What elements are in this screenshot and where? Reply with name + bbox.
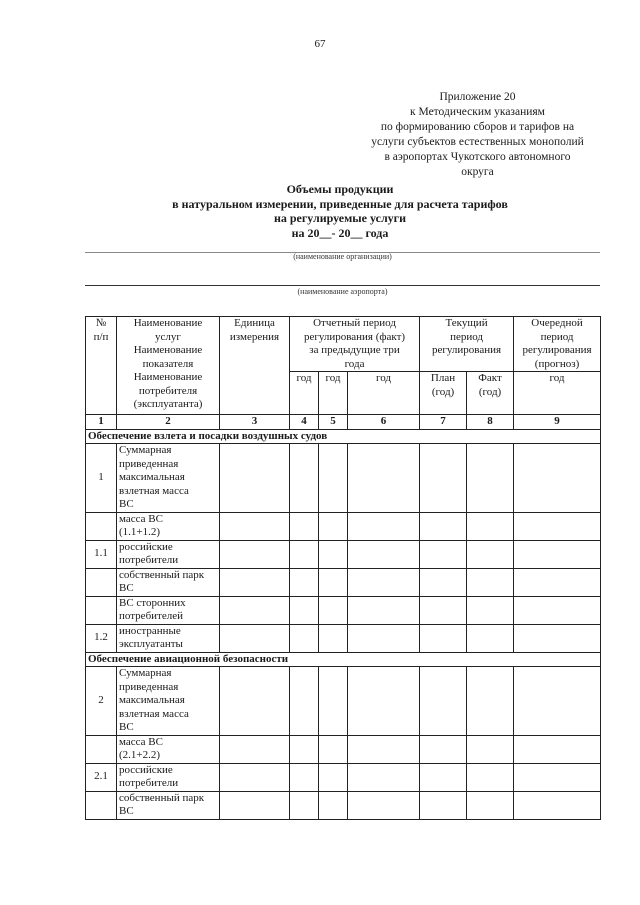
value-cell[interactable]	[348, 596, 420, 624]
value-cell[interactable]	[290, 735, 319, 763]
value-cell[interactable]	[220, 667, 290, 736]
value-cell[interactable]	[290, 791, 319, 819]
header-year: год	[514, 372, 601, 415]
value-cell[interactable]	[220, 735, 290, 763]
value-cell[interactable]	[348, 512, 420, 540]
table-row	[86, 596, 601, 624]
col-number: 8	[467, 415, 514, 430]
value-cell[interactable]	[220, 763, 290, 791]
appendix-line: в аэропортах Чукотского автономного	[384, 151, 571, 163]
value-cell[interactable]	[420, 444, 467, 513]
header-row	[86, 317, 601, 372]
col-number: 2	[117, 415, 220, 430]
row-name: собственный парк ВС	[117, 568, 220, 596]
value-cell[interactable]	[348, 624, 420, 652]
value-cell[interactable]	[514, 444, 601, 513]
row-number	[86, 568, 117, 596]
title-line: в натуральном измерении, приведенные для расчета тарифов	[172, 196, 508, 211]
value-cell[interactable]	[514, 791, 601, 819]
table-row	[86, 540, 601, 568]
value-cell[interactable]	[348, 735, 420, 763]
table-row	[86, 735, 601, 763]
value-cell[interactable]	[290, 568, 319, 596]
value-cell[interactable]	[420, 624, 467, 652]
value-cell[interactable]	[514, 512, 601, 540]
value-cell[interactable]	[220, 624, 290, 652]
col-number: 7	[420, 415, 467, 430]
appendix-line: к Методическим указаниям	[410, 106, 545, 118]
header-year: год	[290, 372, 319, 415]
airport-line	[85, 285, 600, 286]
value-cell[interactable]	[514, 763, 601, 791]
table-row	[86, 444, 601, 513]
value-cell[interactable]	[514, 735, 601, 763]
col-number: 4	[290, 415, 319, 430]
value-cell[interactable]	[290, 512, 319, 540]
row-number	[86, 512, 117, 540]
table-row	[86, 568, 601, 596]
header-next: Очередной период регулирования (прогноз)	[514, 317, 601, 372]
organization-caption: (наименование организации)	[293, 252, 392, 261]
section-title: Обеспечение взлета и посадки воздушных судов	[86, 429, 601, 444]
value-cell[interactable]	[220, 791, 290, 819]
row-number: 2.1	[86, 763, 117, 791]
value-cell[interactable]	[514, 596, 601, 624]
volumes-table	[85, 316, 601, 820]
value-cell[interactable]	[319, 763, 348, 791]
section-header-row	[86, 652, 601, 667]
row-name: Суммарная приведенная максимальная взлетная масса ВС	[117, 444, 220, 513]
section-title: Обеспечение авиационной безопасности	[86, 652, 601, 667]
value-cell[interactable]	[319, 596, 348, 624]
value-cell[interactable]	[467, 444, 514, 513]
column-numbers-row	[86, 415, 601, 430]
value-cell[interactable]	[514, 540, 601, 568]
table-row	[86, 791, 601, 819]
value-cell[interactable]	[467, 791, 514, 819]
table-row	[86, 763, 601, 791]
value-cell[interactable]	[319, 735, 348, 763]
value-cell[interactable]	[220, 540, 290, 568]
value-cell[interactable]	[467, 667, 514, 736]
row-number: 1.1	[86, 540, 117, 568]
value-cell[interactable]	[514, 667, 601, 736]
value-cell[interactable]	[348, 540, 420, 568]
col-number: 1	[86, 415, 117, 430]
row-number	[86, 735, 117, 763]
airport-caption: (наименование аэропорта)	[297, 287, 388, 296]
row-number	[86, 596, 117, 624]
appendix-line: по формированию сборов и тарифов на	[380, 121, 575, 133]
value-cell[interactable]	[319, 624, 348, 652]
row-name: Суммарная приведенная максимальная взлетная масса ВС	[117, 667, 220, 736]
row-number: 1	[86, 444, 117, 513]
document-title	[120, 182, 560, 240]
value-cell[interactable]	[420, 596, 467, 624]
value-cell[interactable]	[420, 735, 467, 763]
row-name: российские потребители	[117, 540, 220, 568]
row-name: масса ВС (1.1+1.2)	[117, 512, 220, 540]
value-cell[interactable]	[319, 444, 348, 513]
row-number: 2	[86, 667, 117, 736]
value-cell[interactable]	[467, 512, 514, 540]
value-cell[interactable]	[420, 512, 467, 540]
appendix-note	[345, 90, 610, 180]
appendix-line: Приложение 20	[439, 91, 516, 103]
value-cell[interactable]	[348, 791, 420, 819]
appendix-line: услуги субъектов естественных монополий	[371, 136, 584, 148]
col-number: 9	[514, 415, 601, 430]
row-name: ВС сторонних потребителей	[117, 596, 220, 624]
value-cell[interactable]	[467, 596, 514, 624]
value-cell[interactable]	[220, 512, 290, 540]
value-cell[interactable]	[420, 667, 467, 736]
value-cell[interactable]	[319, 667, 348, 736]
value-cell[interactable]	[514, 624, 601, 652]
value-cell[interactable]	[290, 540, 319, 568]
value-cell[interactable]	[290, 596, 319, 624]
header-plan: План (год)	[420, 372, 467, 415]
value-cell[interactable]	[348, 763, 420, 791]
header-fact: Факт (год)	[467, 372, 514, 415]
header-current: Текущий период регулирования	[420, 317, 514, 372]
value-cell[interactable]	[348, 444, 420, 513]
title-line: на регулируемые услуги	[273, 211, 407, 225]
value-cell[interactable]	[220, 444, 290, 513]
value-cell[interactable]	[319, 791, 348, 819]
col-number: 3	[220, 415, 290, 430]
row-name: собственный парк ВС	[117, 791, 220, 819]
value-cell[interactable]	[514, 568, 601, 596]
value-cell[interactable]	[290, 444, 319, 513]
value-cell[interactable]	[467, 735, 514, 763]
value-cell[interactable]	[290, 624, 319, 652]
section-header-row	[86, 429, 601, 444]
row-name: иностранные эксплуатанты	[117, 624, 220, 652]
row-name: российские потребители	[117, 763, 220, 791]
header-unit: Единица измерения	[220, 317, 290, 415]
value-cell[interactable]	[348, 667, 420, 736]
value-cell[interactable]	[348, 568, 420, 596]
value-cell[interactable]	[319, 540, 348, 568]
value-cell[interactable]	[467, 624, 514, 652]
appendix-line: округа	[461, 166, 494, 178]
table-row	[86, 624, 601, 652]
header-name: Наименование услуг Наименование показателя Наименование потребителя (эксплуатанта)	[117, 317, 220, 415]
header-year: год	[319, 372, 348, 415]
title-line: Объемы продукции	[286, 182, 394, 196]
header-reporting: Отчетный период регулирования (факт) за предыдущие три года	[290, 317, 420, 372]
table-row	[86, 667, 601, 736]
row-name: масса ВС (2.1+2.2)	[117, 735, 220, 763]
value-cell[interactable]	[220, 568, 290, 596]
col-number: 5	[319, 415, 348, 430]
header-num: № п/п	[86, 317, 117, 415]
row-number	[86, 791, 117, 819]
title-line: на 20__- 20__ года	[291, 225, 389, 240]
value-cell[interactable]	[467, 540, 514, 568]
value-cell[interactable]	[290, 763, 319, 791]
value-cell[interactable]	[467, 763, 514, 791]
value-cell[interactable]	[467, 568, 514, 596]
value-cell[interactable]	[220, 596, 290, 624]
value-cell[interactable]	[420, 763, 467, 791]
page-number: 67	[314, 38, 326, 50]
header-year: год	[348, 372, 420, 415]
value-cell[interactable]	[420, 540, 467, 568]
value-cell[interactable]	[420, 568, 467, 596]
row-number: 1.2	[86, 624, 117, 652]
value-cell[interactable]	[290, 667, 319, 736]
table-row	[86, 512, 601, 540]
value-cell[interactable]	[319, 568, 348, 596]
col-number: 6	[348, 415, 420, 430]
value-cell[interactable]	[319, 512, 348, 540]
value-cell[interactable]	[420, 791, 467, 819]
